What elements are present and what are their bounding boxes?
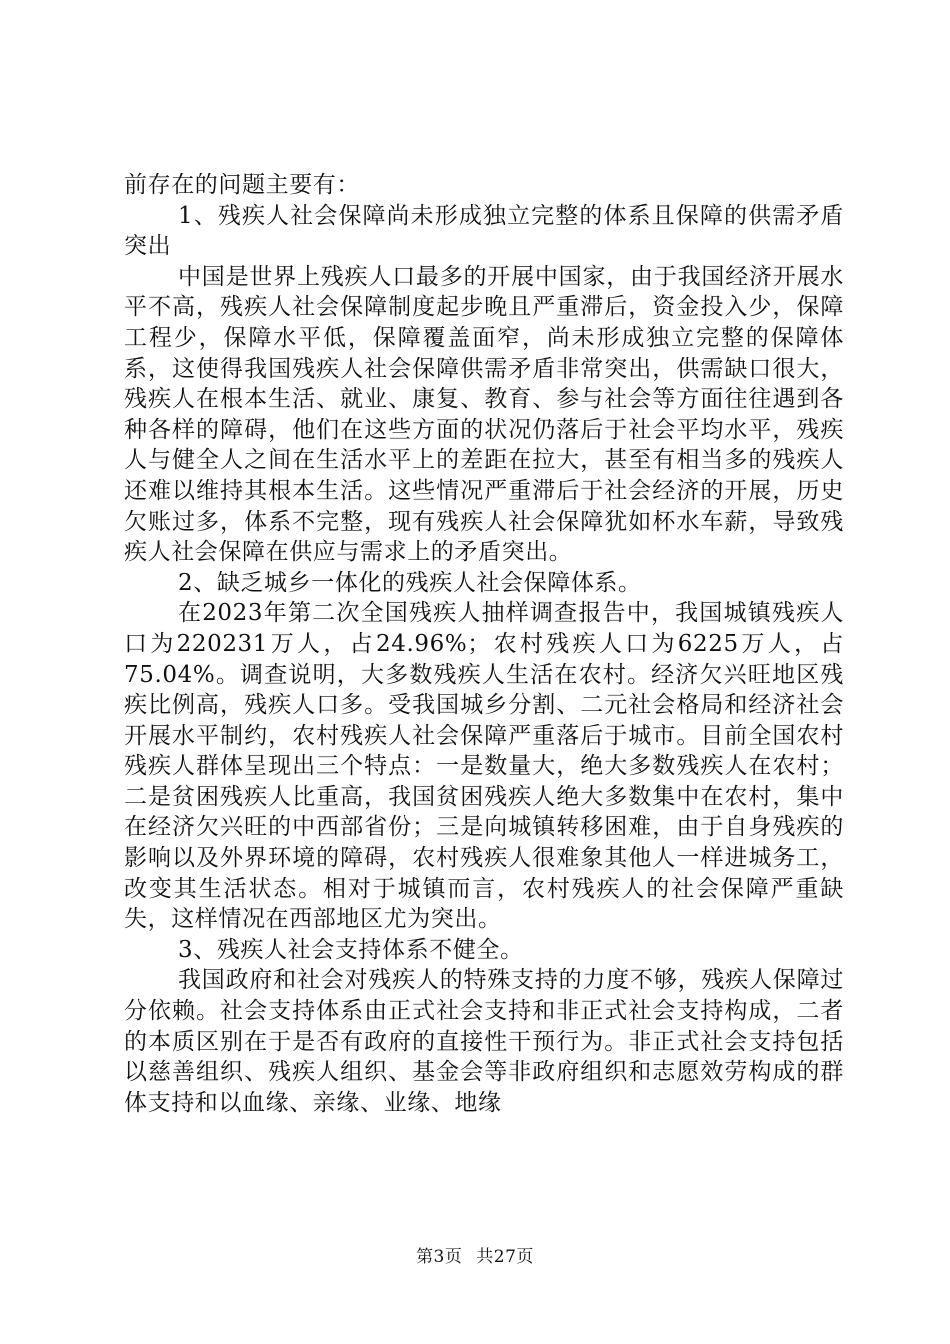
paragraph-point-1: 中国是世界上残疾人口最多的开展中国家，由于我国经济开展水平不高，残疾人社会保障制度起步晚且严重滞后，资金投入少，保障工程少，保障水平低，保障覆盖面窄，尚未形成独立完整的保障体系，这使得我国残疾人社会保障供需矛盾非常突出，供需缺口很大，残疾人在根本生活、就业、康复、教育、参与社会等方面往往遇到各种各样的障碍，他们在这些方面的状况仍落后于社会平均水平，残疾人与健全人之间在生活水平上的差距在拉大，甚至有相当多的残疾人还难以维持其根本生活。这些情况严重滞后于社会经济的开展，历史欠账过多，体系不完整，现有残疾人社会保障犹如杯水车薪，导致残疾人社会保障在供应与需求上的矛盾突出。 xyxy=(124,263,844,566)
page-total: 共27页 xyxy=(476,1247,534,1267)
heading-point-2: 2、缺乏城乡一体化的残疾人社会保障体系。 xyxy=(178,569,642,596)
page-number: 第3页 xyxy=(416,1247,463,1267)
page-footer xyxy=(0,1242,950,1267)
heading-point-3: 3、残疾人社会支持体系不健全。 xyxy=(178,936,524,963)
heading-point-1: 1、残疾人社会保障尚未形成独立完整的体系且保障的供需矛盾突出 xyxy=(124,202,844,260)
paragraph-intro: 前存在的问题主要有： xyxy=(124,172,360,198)
document-body xyxy=(124,170,844,1118)
paragraph-point-3: 我国政府和社会对残疾人的特殊支持的力度不够，残疾人保障过分依赖。社会支持体系由正式社会支持和非正式社会支持构成，二者的本质区别在于是否有政府的直接性干预行为。非正式社会支持包括以慈善组织、残疾人组织、基金会等非政府组织和志愿效劳构成的群体支持和以血缘、亲缘、业缘、地缘 xyxy=(124,967,844,1116)
paragraph-point-2: 在2023年第二次全国残疾人抽样调查报告中，我国城镇残疾人口为220231万人，占24.96%；农村残疾人口为6225万人，占75.04%。调查说明，大多数残疾人生活在农村。经济欠兴旺地区残疾比例高，残疾人口多。受我国城乡分割、二元社会格局和经济社会开展水平制约，农村残疾人社会保障严重落后于城市。目前全国农村残疾人群体呈现出三个特点：一是数量大，绝大多数残疾人在农村；二是贫困残疾人比重高，我国贫困残疾人绝大多数集中在农村，集中在经济欠兴旺的中西部省份；三是向城镇转移困难，由于自身残疾的影响以及外界环境的障碍，农村残疾人很难象其他人一样进城务工，改变其生活状态。相对于城镇而言，农村残疾人的社会保障严重缺失，这样情况在西部地区尤为突出。 xyxy=(124,600,844,933)
